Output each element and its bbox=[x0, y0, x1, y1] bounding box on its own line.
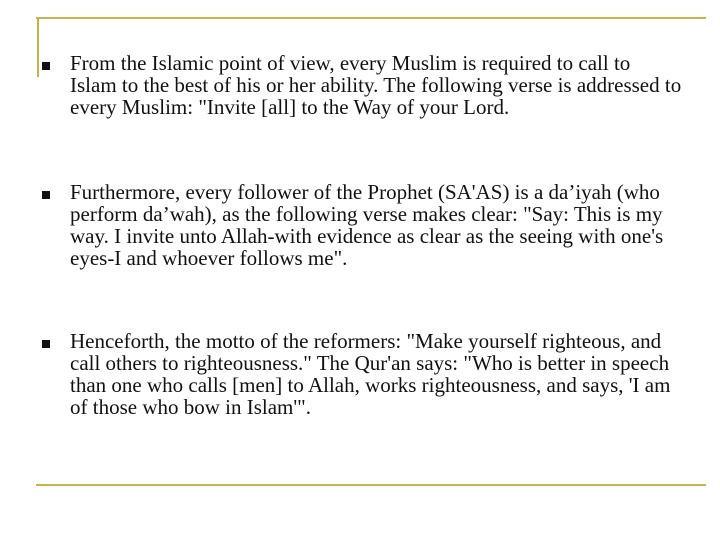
square-bullet-icon bbox=[42, 191, 50, 199]
bullet-text-2: Furthermore, every follower of the Prophet (SA'AS) is a da’iyah (who perform da’wah), as the following verse makes clear: "Say: This is my way. I invite unto Allah-with evidence as clear as the seeing with one's eyes-I and whoever follows me". bbox=[70, 180, 664, 270]
bullet-text-3: Henceforth, the motto of the reformers: "Make yourself righteous, and call others to righteousness." The Qur'an says: "Who is better in speech than one who calls [men] to Allah, works righteousness, and says, 'I am of those who bow in Islam'". bbox=[70, 329, 671, 419]
square-bullet-icon bbox=[42, 340, 50, 348]
bullet-text-1: From the Islamic point of view, every Muslim is required to call to Islam to the best of his or her ability. The following verse is addressed to every Muslim: "Invite [all] to the Way of your Lord. bbox=[70, 51, 682, 119]
square-bullet-icon bbox=[42, 62, 50, 70]
bottom-rule bbox=[36, 484, 706, 486]
